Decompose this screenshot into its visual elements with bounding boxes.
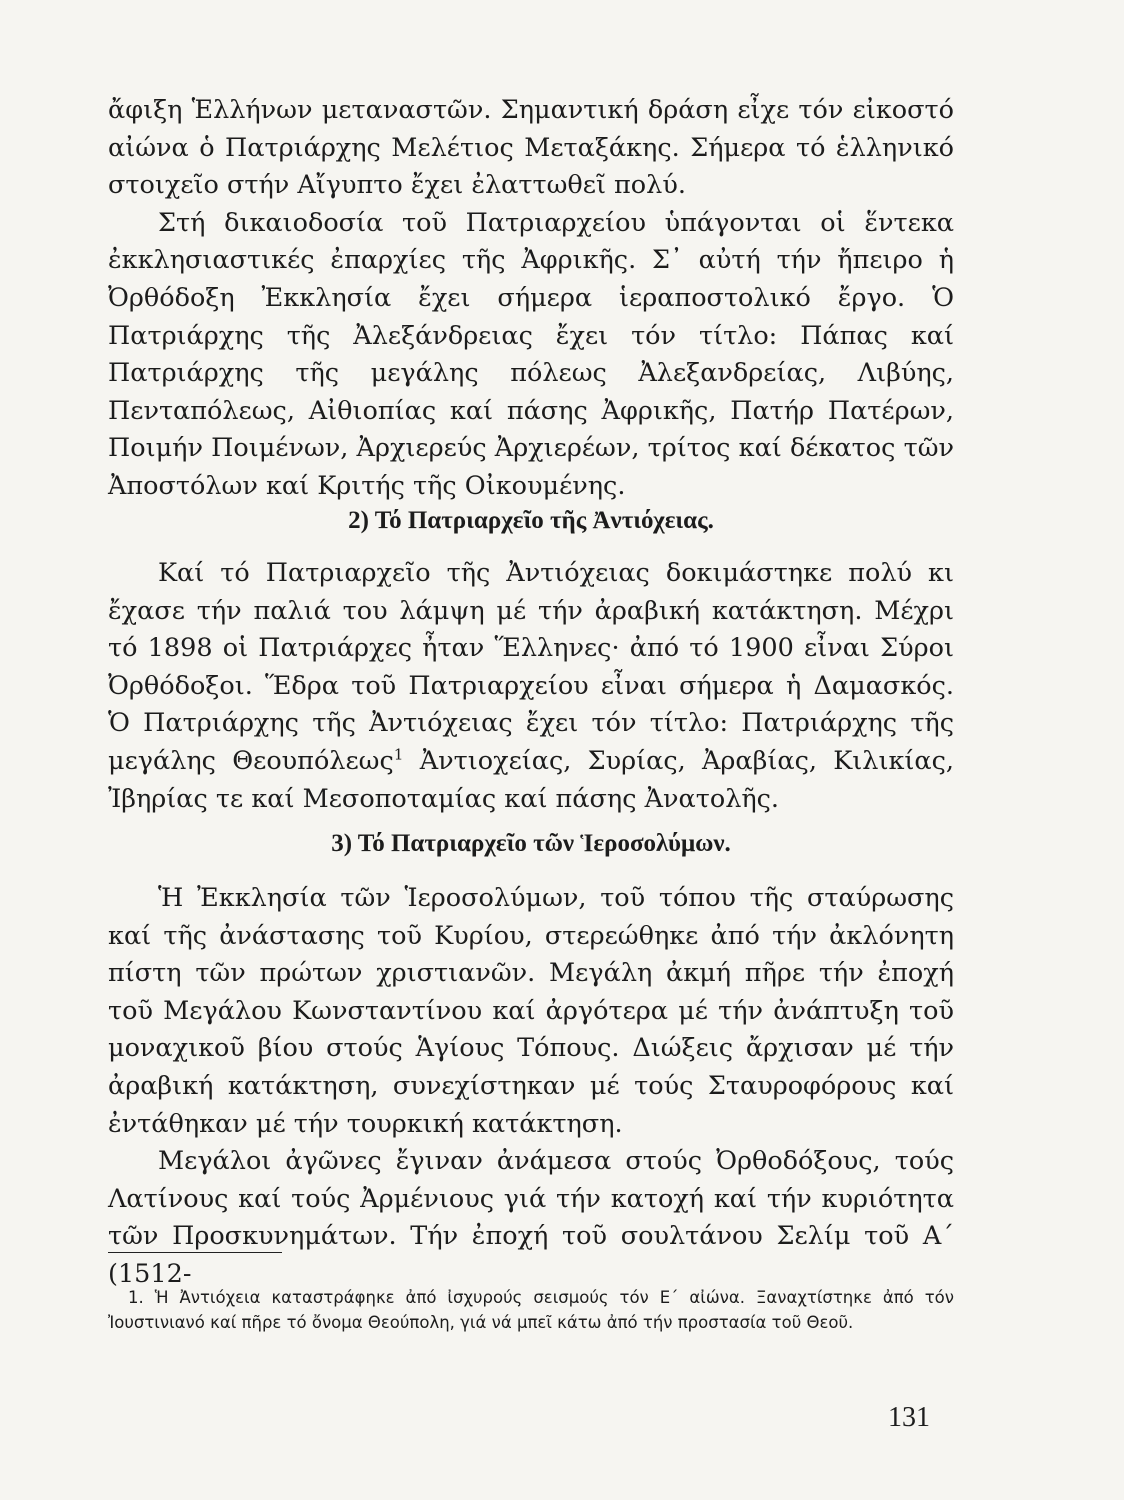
paragraph-3-tail: Ἀντιοχείας, Συρίας, Ἀραβίας, Κιλικίας, Ἰβηρίας τε καί Μεσοποταμίας καί πάσης Ἀνατολῆς. xyxy=(108,745,954,814)
footnote-divider xyxy=(108,1252,282,1253)
paragraph-1: ἄφιξη Ἑλλήνων μεταναστῶν. Σημαντική δράση εἶχε τόν εἰκοστό αἰώνα ὁ Πατριάρχης Μελέτιος Μεταξάκης. Σήμερα τό ἑλληνικό στοιχεῖο στήν Αἴγυπτο ἔχει ἐλαττωθεῖ πολύ. xyxy=(108,95,954,201)
heading-jerusalem: 3) Τό Πατριαρχεῖο τῶν Ἱεροσολύμων. xyxy=(331,830,731,857)
section-2-text xyxy=(108,555,954,818)
footnote-marker: 1 xyxy=(393,745,404,764)
paragraph-5: Μεγάλοι ἀγῶνες ἔγιναν ἀνάμεσα στούς Ὀρθοδόξους, τούς Λατίνους καί τούς Ἀρμένιους γιά τήν κατοχή καί τήν κυριότητα τῶν Προσκυνημάτων. Τήν ἐποχή τοῦ σουλτάνου Σελίμ τοῦ Α´ (1512- xyxy=(108,1146,954,1289)
paragraph-4: Ἡ Ἐκκλησία τῶν Ἱεροσολύμων, τοῦ τόπου τῆς σταύρωσης καί τῆς ἀνάστασης τοῦ Κυρίου, στερεώθηκε ἀπό τήν ἀκλόνητη πίστη τῶν πρώτων χριστιανῶν. Μεγάλη ἀκμή πῆρε τήν ἐποχή τοῦ Μεγάλου Κωνσταντίνου καί ἀργότερα μέ τήν ἀνάπτυξη τοῦ μοναχικοῦ βίου στούς Ἁγίους Τόπους. Διώξεις ἄρχισαν μέ τήν ἀραβική κατάκτηση, συνεχίστηκαν μέ τούς Σταυροφόρους καί ἐντάθηκαν μέ τήν τουρκική κατάκτηση. xyxy=(108,883,954,1139)
page-number: 131 xyxy=(888,1402,930,1433)
heading-antioch: 2) Τό Πατριαρχεῖο τῆς Ἀντιόχειας. xyxy=(348,507,714,534)
section-3-text xyxy=(108,880,954,1294)
paragraph-2: Στή δικαιοδοσία τοῦ Πατριαρχείου ὑπάγονται οἱ ἕντεκα ἐκκλησιαστικές ἐπαρχίες τῆς Ἀφρικῆς. Σ᾽ αὐτή τήν ἤπειρο ἡ Ὀρθόδοξη Ἐκκλησία ἔχει σήμερα ἱεραποστολικό ἔργο. Ὁ Πατριάρχης τῆς Ἀλεξάνδρειας ἔχει τόν τίτλο: Πάπας καί Πατριάρχης τῆς μεγάλης πόλεως Ἀλεξανδρείας, Λιβύης, Πενταπόλεως, Αἰθιοπίας καί πάσης Ἀφρικῆς, Πατήρ Πατέρων, Ποιμήν Ποιμένων, Ἀρχιερεύς Ἀρχιερέων, τρίτος καί δέκατος τῶν Ἀποστόλων καί Κριτής τῆς Οἰκουμένης. xyxy=(108,207,954,501)
footnote-1: 1. Ἡ Ἀντιόχεια καταστράφηκε ἀπό ἰσχυρούς σεισμούς τόν Ε´ αἰώνα. Ξαναχτίστηκε ἀπό τόν Ἰουστινιανό καί πῆρε τό ὄνομα Θεούπολη, γιά νά μπεῖ κάτω ἀπό τήν προστασία τοῦ Θεοῦ. xyxy=(108,1288,954,1332)
paragraph-3 xyxy=(108,555,954,818)
section-1-text xyxy=(108,92,954,506)
paragraph-3-main: Καί τό Πατριαρχεῖο τῆς Ἀντιόχειας δοκιμάστηκε πολύ κι ἔχασε τήν παλιά του λάμψη μέ τήν ἀραβική κατάκτηση. Μέχρι τό 1898 οἱ Πατριάρχες ἦταν Ἕλληνες· ἀπό τό 1900 εἶναι Σύροι Ὀρθόδοξοι. Ἕδρα τοῦ Πατριαρχείου εἶναι σήμερα ἡ Δαμασκός. Ὁ Πατριάρχης τῆς Ἀντιόχειας ἔχει τόν τίτλο: Πατριάρχης τῆς μεγάλης Θεουπόλεως xyxy=(108,558,954,776)
